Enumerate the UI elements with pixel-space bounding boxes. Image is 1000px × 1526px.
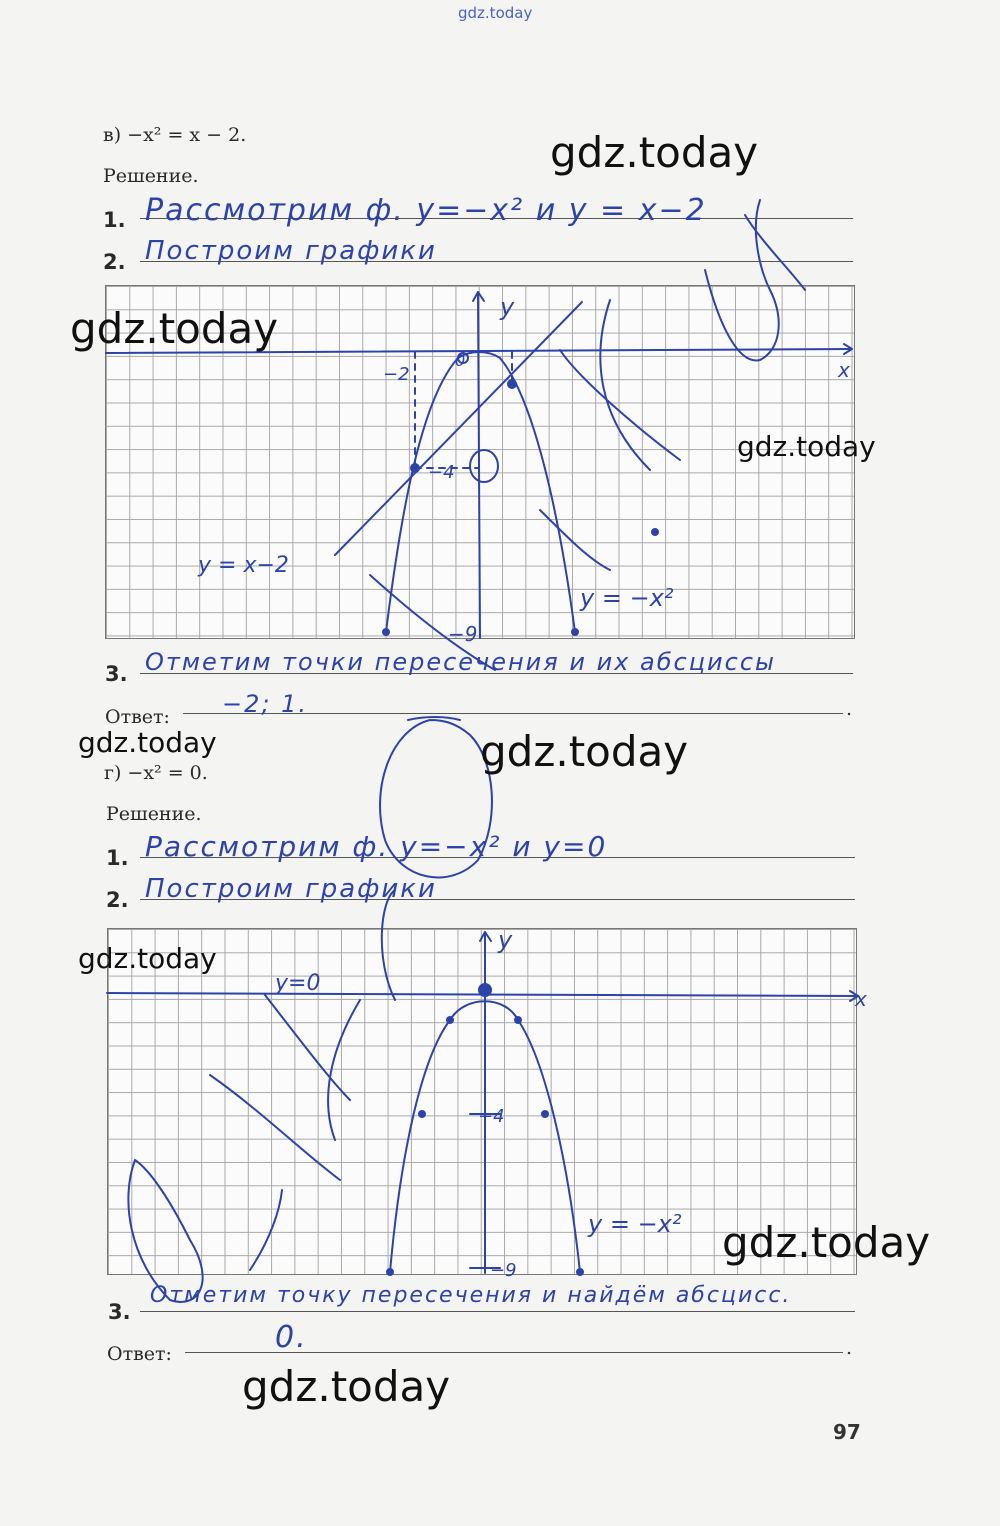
x-axis-label-g: x [855,987,867,1011]
label-zero-v: 0 [455,351,466,370]
stray-stroke-5 [705,200,779,360]
label-neg-two-v: −2 [383,364,410,385]
stray-stroke-6 [745,215,805,290]
line-label-g: y=0 [275,971,321,996]
step-1-handwriting-v: Рассмотрим ф. y=−x² и y = x−2 [145,193,707,228]
circle-mark-v [470,450,498,482]
step-1-number-g: 1. [106,846,129,870]
intersection-point-g [479,984,491,996]
intersection-point-b [508,380,516,388]
stray-stroke-g3 [328,1000,360,1140]
parabola-label-v: y = −x² [580,584,674,612]
oval-stroke [380,720,492,877]
step-2-handwriting-v: Построим графики [145,236,437,266]
step-3-number-g: 3. [108,1300,131,1324]
label-neg-four-v: −4 [428,462,455,483]
step-2-number-v: 2. [103,250,126,274]
stray-stroke-g4 [382,890,395,1000]
watermark: gdz.today [70,304,279,353]
line-y-x-minus-2-v [335,302,582,555]
solution-label-v: Решение. [103,165,199,187]
stray-stroke-g2 [210,1075,340,1180]
label-neg-nine-v: −9 [448,622,478,646]
stray-stroke-2 [560,350,680,460]
watermark: gdz.today [722,1218,931,1267]
equation-g: г) −x² = 0. [104,762,208,784]
step-3-handwriting-v: Отметим точки пересечения и их абсциссы [145,648,776,676]
stray-stroke-g5 [250,1190,282,1270]
watermark: gdz.today [550,128,759,177]
step-1-handwriting-g: Рассмотрим ф. y=−x² и y=0 [145,830,608,863]
label-neg-four-g: −4 [478,1106,505,1127]
stray-stroke-3 [540,510,610,570]
watermark: gdz.today [480,727,689,776]
step-2-number-g: 2. [106,888,129,912]
watermark: gdz.today [78,726,217,759]
step-1-number-v: 1. [103,208,126,232]
intersection-point-a [411,464,419,472]
answer-period-v: . [846,698,853,720]
loop-stroke-g [128,1160,202,1302]
step-2-handwriting-g: Построим графики [145,874,437,904]
answer-handwriting-v: −2; 1. [222,690,308,718]
answer-period-g: . [846,1337,853,1359]
stray-stroke-1 [600,300,650,470]
step-3-handwriting-g: Отметим точку пересечения и найдём абсцисс. [150,1283,792,1308]
y-axis-label-g: y [498,926,513,954]
y-axis-v [478,292,480,638]
solution-label-g: Решение. [106,803,202,825]
page-number: 97 [833,1420,861,1444]
line-label-v: y = x−2 [198,553,289,578]
parabola-label-g: y = −x² [588,1210,682,1238]
equation-v: в) −x² = x − 2. [103,124,247,146]
answer-handwriting-g: 0. [275,1320,308,1355]
answer-label-g: Ответ: [107,1343,172,1365]
answer-label-v: Ответ: [105,706,170,728]
watermark: gdz.today [737,430,876,463]
label-neg-nine-g: −9 [490,1260,517,1281]
watermark: gdz.today [242,1362,451,1411]
x-axis-label-v: x [838,358,850,382]
site-link[interactable]: gdz.today [458,4,533,22]
watermark: gdz.today [78,942,217,975]
y-axis-label-v: y [500,293,515,321]
step-3-number-v: 3. [105,662,128,686]
